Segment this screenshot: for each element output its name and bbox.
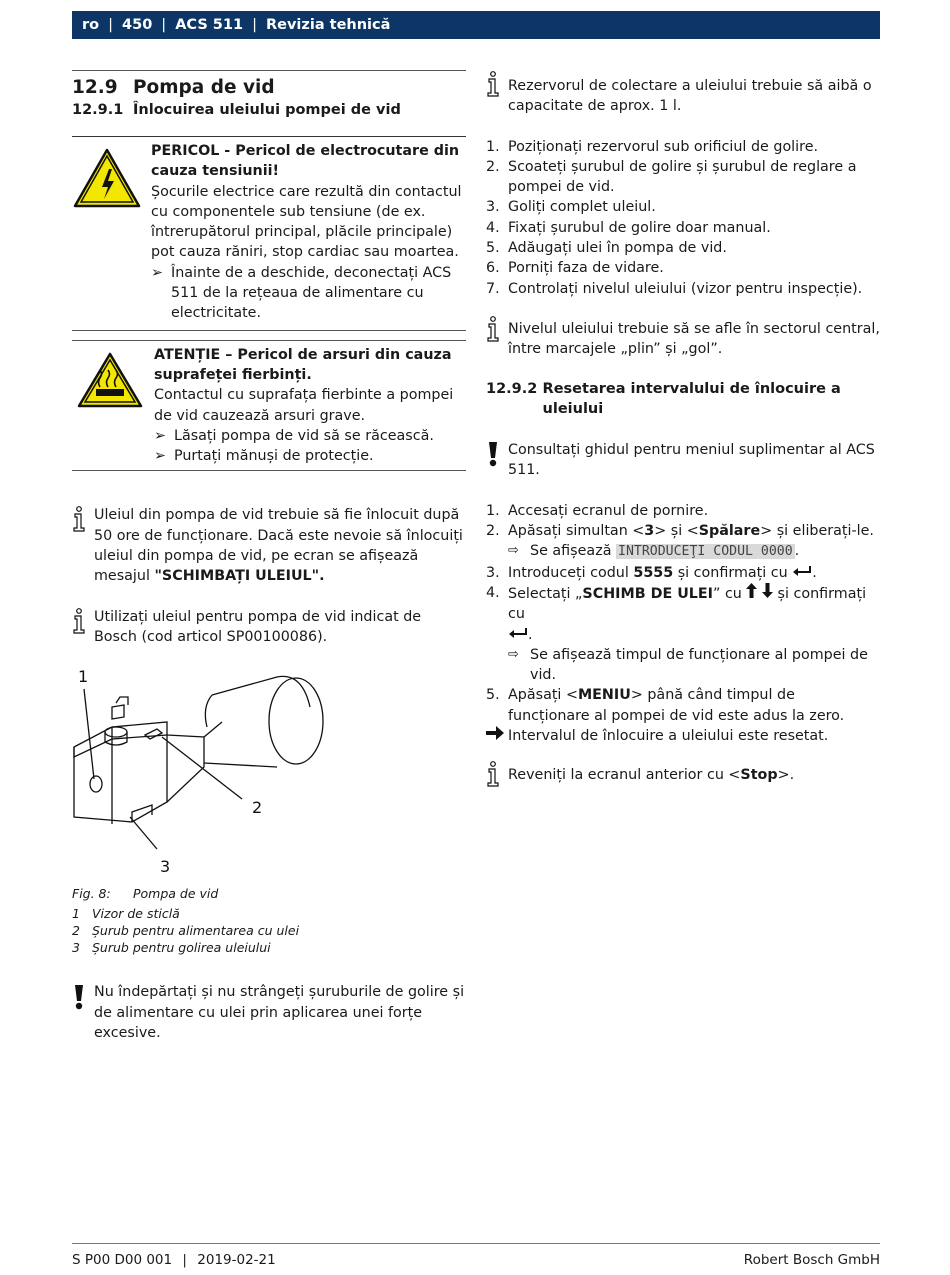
arrow-up-icon xyxy=(746,586,757,602)
danger-box xyxy=(72,137,466,328)
info-note: Reveniți la ecranul anterior cu <Stop>. xyxy=(486,760,880,793)
info-note: Rezervorul de colectare a uleiului trebuie să aibă o capacitate de aprox. 1 l. xyxy=(486,70,880,117)
info-note: Utilizați uleiul pentru pompa de vid indicat de Bosch (cod articol SP00100086). xyxy=(72,607,466,648)
callout-3: 3 xyxy=(160,857,171,877)
info-icon xyxy=(486,315,508,360)
arrow-down-icon xyxy=(762,586,773,602)
footer-doc-info: S P00 D00 001 | 2019-02-21 xyxy=(72,1252,276,1268)
list-item: 5. Adăugați ulei în pompa de vid. xyxy=(486,240,727,257)
legend-item: 3 Șurub pentru golirea uleiului xyxy=(72,940,271,956)
list-item: 3. Introduceți codul 5555 și confirmați cu . xyxy=(486,564,817,581)
subsection-title: Înlocuirea uleiului pompei de vid xyxy=(133,102,401,118)
hot-surface-icon xyxy=(72,345,154,467)
subsection-heading xyxy=(72,100,466,120)
info-icon xyxy=(486,760,508,793)
right-column xyxy=(486,70,880,794)
list-item: 3. Goliți complet uleiul. xyxy=(486,199,656,216)
page-header: ro | 450 | ACS 511 | Revizia tehnică xyxy=(72,11,880,39)
callout-2: 2 xyxy=(252,798,263,818)
danger-title: PERICOL - Pericol de electrocutare din cauza tensiunii! xyxy=(151,143,460,180)
caution-title: ATENȚIE – Pericol de arsuri din cauza suprafeței fierbinți. xyxy=(154,346,452,383)
caution-box xyxy=(72,341,466,471)
list-item: 2. Scoateți șurubul de golire și șurubul de reglare a pompei de vid. xyxy=(486,158,857,196)
electric-hazard-icon xyxy=(72,141,151,324)
list-item: 4. Fixați șurubul de golire doar manual. xyxy=(486,219,771,236)
display-code: INTRODUCEŢI CODUL 0000 xyxy=(618,544,793,560)
vacuum-pump-figure xyxy=(72,667,466,885)
arrow-icon: ➢ xyxy=(154,427,166,444)
info-icon xyxy=(486,70,508,117)
header-page-number: 450 xyxy=(122,16,153,33)
danger-action: ➢ Înainte de a deschide, deconectați ACS 511 de la rețeaua de alimentare cu electricitate. xyxy=(151,263,466,324)
danger-body: Șocurile electrice care rezultă din contactul cu componentele sub tensiune (de ex. întrerupătorul principal, plăcile principale) pot cauza răniri, stop cardiac sau moartea. xyxy=(151,183,462,261)
info-note: Uleiul din pompa de vid trebuie să fie înlocuit după 50 ore de funcționare. Dacă este nevoie să înlocuiți uleiul din pompa de vid, pe ecran se afișează mesajul "SCHIMBAȚI ULEIUL". xyxy=(72,505,466,586)
header-section: Revizia tehnică xyxy=(265,16,391,33)
arrow-icon: ➢ xyxy=(151,264,163,281)
legend-item: 2 Șurub pentru alimentarea cu ulei xyxy=(72,923,300,939)
step-result: ⇨ Se afișează timpul de funcționare al pompei de vid. xyxy=(486,645,880,686)
callout-1: 1 xyxy=(78,667,89,687)
subsection-number: 12.9.1 xyxy=(72,102,124,118)
section-heading xyxy=(72,76,466,100)
enter-key-icon xyxy=(508,627,528,643)
exclamation-icon xyxy=(486,439,508,481)
header-lang: ro xyxy=(82,16,100,33)
result-arrow-icon: ⇨ xyxy=(508,543,519,559)
footer-doc-number: S P00 D00 001 xyxy=(72,1252,173,1268)
list-item: 4. Selectați „SCHIMB DE ULEI” cu și confirmați cu . xyxy=(486,584,867,643)
arrow-icon: ➢ xyxy=(154,448,166,465)
footer-divider xyxy=(72,1243,880,1244)
footer-company: Robert Bosch GmbH xyxy=(743,1252,880,1268)
subsection-title: Resetarea intervalului de înlocuire a uleiului xyxy=(542,380,841,417)
footer-date: 2019-02-21 xyxy=(197,1252,276,1268)
subsection-number: 12.9.2 xyxy=(486,380,538,397)
left-column xyxy=(72,70,466,1043)
list-item: 6. Porniți faza de vidare. xyxy=(486,260,664,277)
subsection-heading xyxy=(486,379,880,420)
important-note: Consultați ghidul pentru meniul suplimentar al ACS 511. xyxy=(486,439,880,481)
divider xyxy=(72,470,466,471)
enter-key-icon xyxy=(792,565,812,581)
caution-action: ➢ Lăsați pompa de vid să se răcească. xyxy=(154,426,466,446)
important-note: Nu îndepărtați și nu strângeți șuruburile de golire și de alimentare cu ulei prin aplicarea unei forțe excesive. xyxy=(72,982,466,1043)
info-icon xyxy=(72,607,94,648)
list-item: 7. Controlați nivelul uleiului (vizor pentru inspecție). xyxy=(486,280,863,297)
section-number: 12.9 xyxy=(72,77,118,98)
info-icon xyxy=(72,505,94,586)
result-arrow-icon: ⇨ xyxy=(508,646,519,662)
final-result: Intervalul de înlocuire a uleiului este resetat. xyxy=(486,726,880,746)
list-item: 1. Accesați ecranul de pornire. xyxy=(486,502,709,519)
list-item: 5. Apăsați <MENIU> până când timpul de funcționare al pompei de vid este adus la zero. xyxy=(486,687,845,724)
figure-title: Pompa de vid xyxy=(133,886,219,902)
divider xyxy=(72,330,466,331)
caution-action: ➢ Purtați mănuși de protecție. xyxy=(154,446,466,466)
figure-label: Fig. 8: xyxy=(72,886,111,902)
divider xyxy=(72,70,466,71)
header-product: ACS 511 xyxy=(175,16,244,33)
section-title: Pompa de vid xyxy=(133,77,275,98)
step-result: ⇨ Se afișează INTRODUCEŢI CODUL 0000 . xyxy=(486,541,880,562)
list-item: 1. Poziționați rezervorul sub orificiul de golire. xyxy=(486,138,819,155)
figure-caption xyxy=(72,885,466,956)
result-arrow-icon xyxy=(486,726,508,746)
list-item: 2. Apăsați simultan <3> și <Spălare> și eliberați-le. xyxy=(486,523,874,540)
info-note: Nivelul uleiului trebuie să se afle în sectorul central, între marcajele „plin” și „gol”. xyxy=(486,315,880,360)
caution-body: Contactul cu suprafața fierbinte a pompei de vid cauzează arsuri grave. xyxy=(154,387,454,424)
reset-steps xyxy=(486,501,880,542)
exclamation-icon xyxy=(72,982,94,1043)
legend-item: 1 Vizor de sticlă xyxy=(72,906,180,922)
oil-change-steps xyxy=(486,137,880,299)
